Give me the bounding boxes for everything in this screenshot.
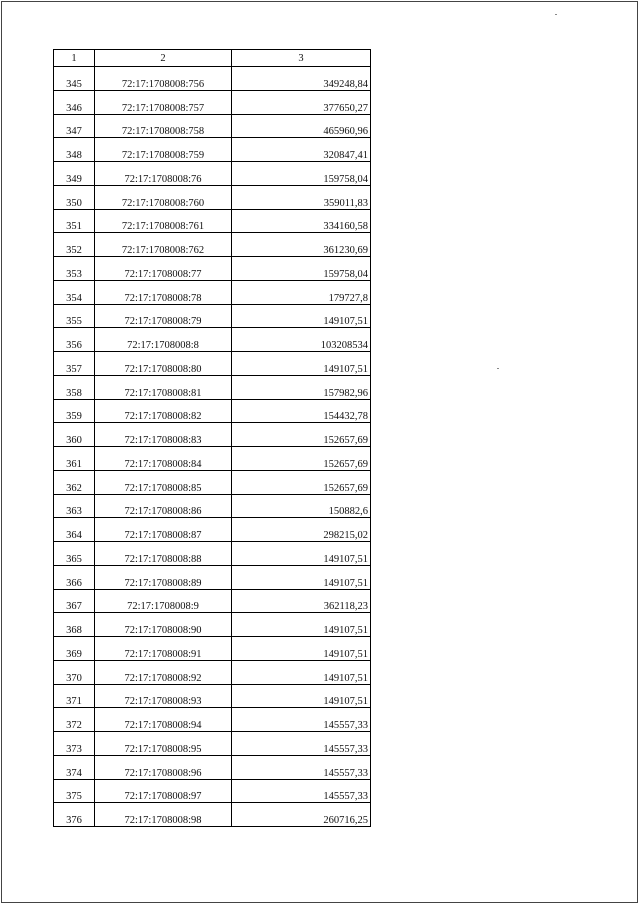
cadastral-number: 72:17:1708008:97 <box>95 779 232 803</box>
cadastral-value-table <box>53 49 371 827</box>
table-row <box>54 423 371 447</box>
cadastral-value: 298215,02 <box>232 518 371 542</box>
cadastral-value: 103208534 <box>232 328 371 352</box>
cadastral-value: 465960,96 <box>232 114 371 138</box>
cadastral-value: 149107,51 <box>232 542 371 566</box>
cadastral-value: 361230,69 <box>232 233 371 257</box>
table-row <box>54 660 371 684</box>
header-row <box>54 50 371 67</box>
table-row <box>54 755 371 779</box>
row-number: 350 <box>54 185 95 209</box>
cadastral-number: 72:17:1708008:92 <box>95 660 232 684</box>
row-number: 369 <box>54 637 95 661</box>
row-number: 367 <box>54 589 95 613</box>
cadastral-number: 72:17:1708008:762 <box>95 233 232 257</box>
row-number: 374 <box>54 755 95 779</box>
row-number: 368 <box>54 613 95 637</box>
table-row <box>54 447 371 471</box>
column-header-number: 1 <box>54 50 95 67</box>
row-number: 347 <box>54 114 95 138</box>
table-row <box>54 114 371 138</box>
cadastral-value: 145557,33 <box>232 755 371 779</box>
table-row <box>54 375 371 399</box>
cadastral-value: 157982,96 <box>232 375 371 399</box>
table-row <box>54 352 371 376</box>
row-number: 348 <box>54 138 95 162</box>
cadastral-value: 320847,41 <box>232 138 371 162</box>
cadastral-value: 150882,6 <box>232 494 371 518</box>
row-number: 360 <box>54 423 95 447</box>
cadastral-number: 72:17:1708008:78 <box>95 280 232 304</box>
table-row <box>54 542 371 566</box>
cadastral-number: 72:17:1708008:79 <box>95 304 232 328</box>
row-number: 373 <box>54 732 95 756</box>
table-row <box>54 613 371 637</box>
scan-speck <box>555 14 557 15</box>
table-row <box>54 328 371 352</box>
cadastral-number: 72:17:1708008:95 <box>95 732 232 756</box>
row-number: 345 <box>54 67 95 91</box>
cadastral-value: 152657,69 <box>232 447 371 471</box>
cadastral-value: 179727,8 <box>232 280 371 304</box>
row-number: 352 <box>54 233 95 257</box>
cadastral-number: 72:17:1708008:82 <box>95 399 232 423</box>
cadastral-value: 149107,51 <box>232 304 371 328</box>
row-number: 372 <box>54 708 95 732</box>
cadastral-value: 149107,51 <box>232 613 371 637</box>
row-number: 362 <box>54 470 95 494</box>
table-row <box>54 138 371 162</box>
table-row <box>54 280 371 304</box>
table-row <box>54 399 371 423</box>
table-row <box>54 779 371 803</box>
cadastral-number: 72:17:1708008:80 <box>95 352 232 376</box>
cadastral-value: 145557,33 <box>232 779 371 803</box>
cadastral-number: 72:17:1708008:89 <box>95 565 232 589</box>
row-number: 353 <box>54 257 95 281</box>
cadastral-number: 72:17:1708008:760 <box>95 185 232 209</box>
row-number: 376 <box>54 803 95 827</box>
cadastral-number: 72:17:1708008:84 <box>95 447 232 471</box>
cadastral-number: 72:17:1708008:759 <box>95 138 232 162</box>
table-row <box>54 708 371 732</box>
row-number: 375 <box>54 779 95 803</box>
table-row <box>54 565 371 589</box>
row-number: 355 <box>54 304 95 328</box>
cadastral-number: 72:17:1708008:77 <box>95 257 232 281</box>
cadastral-number: 72:17:1708008:761 <box>95 209 232 233</box>
cadastral-number: 72:17:1708008:76 <box>95 162 232 186</box>
cadastral-number: 72:17:1708008:91 <box>95 637 232 661</box>
cadastral-number: 72:17:1708008:757 <box>95 90 232 114</box>
table-row <box>54 233 371 257</box>
table-row <box>54 257 371 281</box>
column-header-cadastral-number: 2 <box>95 50 232 67</box>
cadastral-value: 154432,78 <box>232 399 371 423</box>
row-number: 364 <box>54 518 95 542</box>
table-row <box>54 684 371 708</box>
cadastral-number: 72:17:1708008:81 <box>95 375 232 399</box>
cadastral-value: 159758,04 <box>232 257 371 281</box>
cadastral-number: 72:17:1708008:758 <box>95 114 232 138</box>
cadastral-number: 72:17:1708008:94 <box>95 708 232 732</box>
row-number: 358 <box>54 375 95 399</box>
table-row <box>54 803 371 827</box>
cadastral-number: 72:17:1708008:88 <box>95 542 232 566</box>
row-number: 361 <box>54 447 95 471</box>
table-row <box>54 162 371 186</box>
cadastral-value: 152657,69 <box>232 423 371 447</box>
row-number: 366 <box>54 565 95 589</box>
cadastral-value: 362118,23 <box>232 589 371 613</box>
table-row <box>54 470 371 494</box>
table-row <box>54 185 371 209</box>
table-row <box>54 589 371 613</box>
scan-speck <box>497 368 499 369</box>
row-number: 363 <box>54 494 95 518</box>
cadastral-value: 334160,58 <box>232 209 371 233</box>
cadastral-value: 377650,27 <box>232 90 371 114</box>
cadastral-value: 359011,83 <box>232 185 371 209</box>
column-header-value: 3 <box>232 50 371 67</box>
row-number: 370 <box>54 660 95 684</box>
cadastral-number: 72:17:1708008:93 <box>95 684 232 708</box>
table-row <box>54 90 371 114</box>
cadastral-value: 149107,51 <box>232 637 371 661</box>
row-number: 346 <box>54 90 95 114</box>
cadastral-value: 260716,25 <box>232 803 371 827</box>
table-row <box>54 67 371 91</box>
table-row <box>54 518 371 542</box>
cadastral-value: 149107,51 <box>232 660 371 684</box>
table-row <box>54 209 371 233</box>
row-number: 354 <box>54 280 95 304</box>
row-number: 349 <box>54 162 95 186</box>
cadastral-value: 159758,04 <box>232 162 371 186</box>
cadastral-value: 145557,33 <box>232 708 371 732</box>
cadastral-number: 72:17:1708008:85 <box>95 470 232 494</box>
cadastral-number: 72:17:1708008:9 <box>95 589 232 613</box>
cadastral-number: 72:17:1708008:756 <box>95 67 232 91</box>
cadastral-value: 149107,51 <box>232 684 371 708</box>
row-number: 371 <box>54 684 95 708</box>
cadastral-number: 72:17:1708008:83 <box>95 423 232 447</box>
row-number: 356 <box>54 328 95 352</box>
cadastral-value: 149107,51 <box>232 352 371 376</box>
cadastral-number: 72:17:1708008:90 <box>95 613 232 637</box>
cadastral-number: 72:17:1708008:86 <box>95 494 232 518</box>
row-number: 359 <box>54 399 95 423</box>
cadastral-value: 149107,51 <box>232 565 371 589</box>
row-number: 365 <box>54 542 95 566</box>
row-number: 357 <box>54 352 95 376</box>
cadastral-value: 152657,69 <box>232 470 371 494</box>
table-row <box>54 494 371 518</box>
cadastral-value: 349248,84 <box>232 67 371 91</box>
table-row <box>54 637 371 661</box>
cadastral-number: 72:17:1708008:98 <box>95 803 232 827</box>
cadastral-number: 72:17:1708008:87 <box>95 518 232 542</box>
cadastral-number: 72:17:1708008:96 <box>95 755 232 779</box>
row-number: 351 <box>54 209 95 233</box>
cadastral-value: 145557,33 <box>232 732 371 756</box>
cadastral-number: 72:17:1708008:8 <box>95 328 232 352</box>
table-row <box>54 304 371 328</box>
table-row <box>54 732 371 756</box>
